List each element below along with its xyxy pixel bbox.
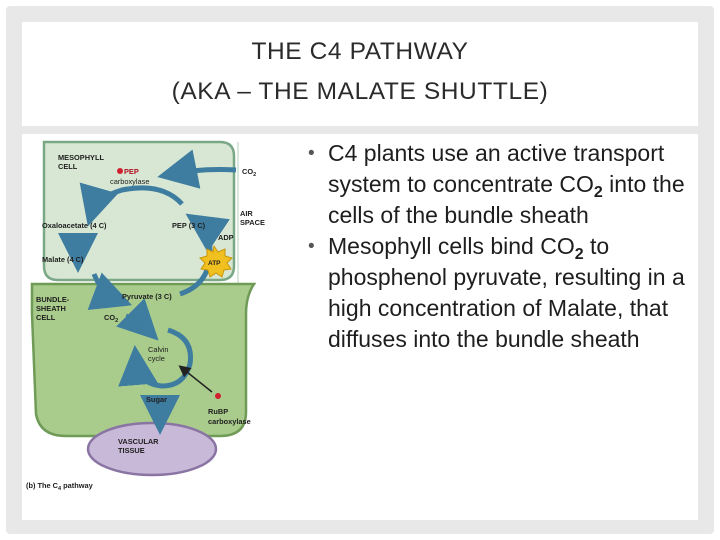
adp-label: ADP xyxy=(218,233,234,242)
bullet-item-2 xyxy=(306,231,698,355)
co2-top-label: $CO_2$ xyxy=(242,167,257,178)
bullet-item-1 xyxy=(306,138,698,231)
bundle-sheath-label: BUNDLE-SHEATH CELL xyxy=(36,295,70,322)
bullet-list xyxy=(306,138,698,355)
figure-caption: (b) The $C_4$ pathway xyxy=(26,481,93,492)
bullet-1-text-cont: into the cells of the bundle sheath xyxy=(328,171,685,228)
co2-mid-label: $CO_2$ xyxy=(104,313,119,324)
calvin-label: Calvin cycle xyxy=(148,345,169,363)
vascular-tissue xyxy=(88,423,216,475)
pep-label: PEP xyxy=(124,167,139,176)
c4-pathway-figure xyxy=(22,134,286,510)
bullet-1-sub: 2 xyxy=(593,184,603,201)
bullet-dot: • xyxy=(308,236,315,257)
rubp-carboxylase-label: carboxylase xyxy=(208,417,251,426)
pep-3c-label: PEP (3 C) xyxy=(172,221,206,230)
oxaloacetate-label: Oxaloacetate (4 C) xyxy=(42,221,107,230)
vascular-label: VASCULAR TISSUE xyxy=(118,437,159,455)
air-space-label: AIR SPACE xyxy=(240,209,265,227)
malate-label: Malate (4 C) xyxy=(42,255,84,264)
title-box xyxy=(22,22,698,126)
pyruvate-label: Pyruvate (3 C) xyxy=(122,292,172,301)
bullet-2-text: Mesophyll cells bind CO xyxy=(328,233,575,259)
pep-carboxylase-dot xyxy=(117,168,123,174)
bullet-2-text-cont: to phosphenol pyruvate, resulting in a high concentration of Malate, that diffuses into the bundle sheath xyxy=(328,233,685,352)
sugar-label: Sugar xyxy=(146,395,167,404)
bullet-1-text: C4 plants use an active transport system to concentrate CO xyxy=(328,140,665,197)
slide-title-line-2: (AKA – THE MALATE SHUTTLE) xyxy=(171,78,549,105)
rubp-carboxylase-dot xyxy=(215,393,221,399)
mesophyll-label: MESOPHYLL CELL xyxy=(58,153,104,171)
bullet-2-sub: 2 xyxy=(574,246,584,263)
slide-content xyxy=(22,134,698,520)
slide-title-line-1: THE C4 PATHWAY xyxy=(251,38,469,65)
bullet-dot: • xyxy=(308,143,315,164)
atp-label: ATP xyxy=(208,260,221,267)
rubp-label: RuBP xyxy=(208,407,229,416)
pep-carboxylase-label: carboxylase xyxy=(110,177,150,186)
